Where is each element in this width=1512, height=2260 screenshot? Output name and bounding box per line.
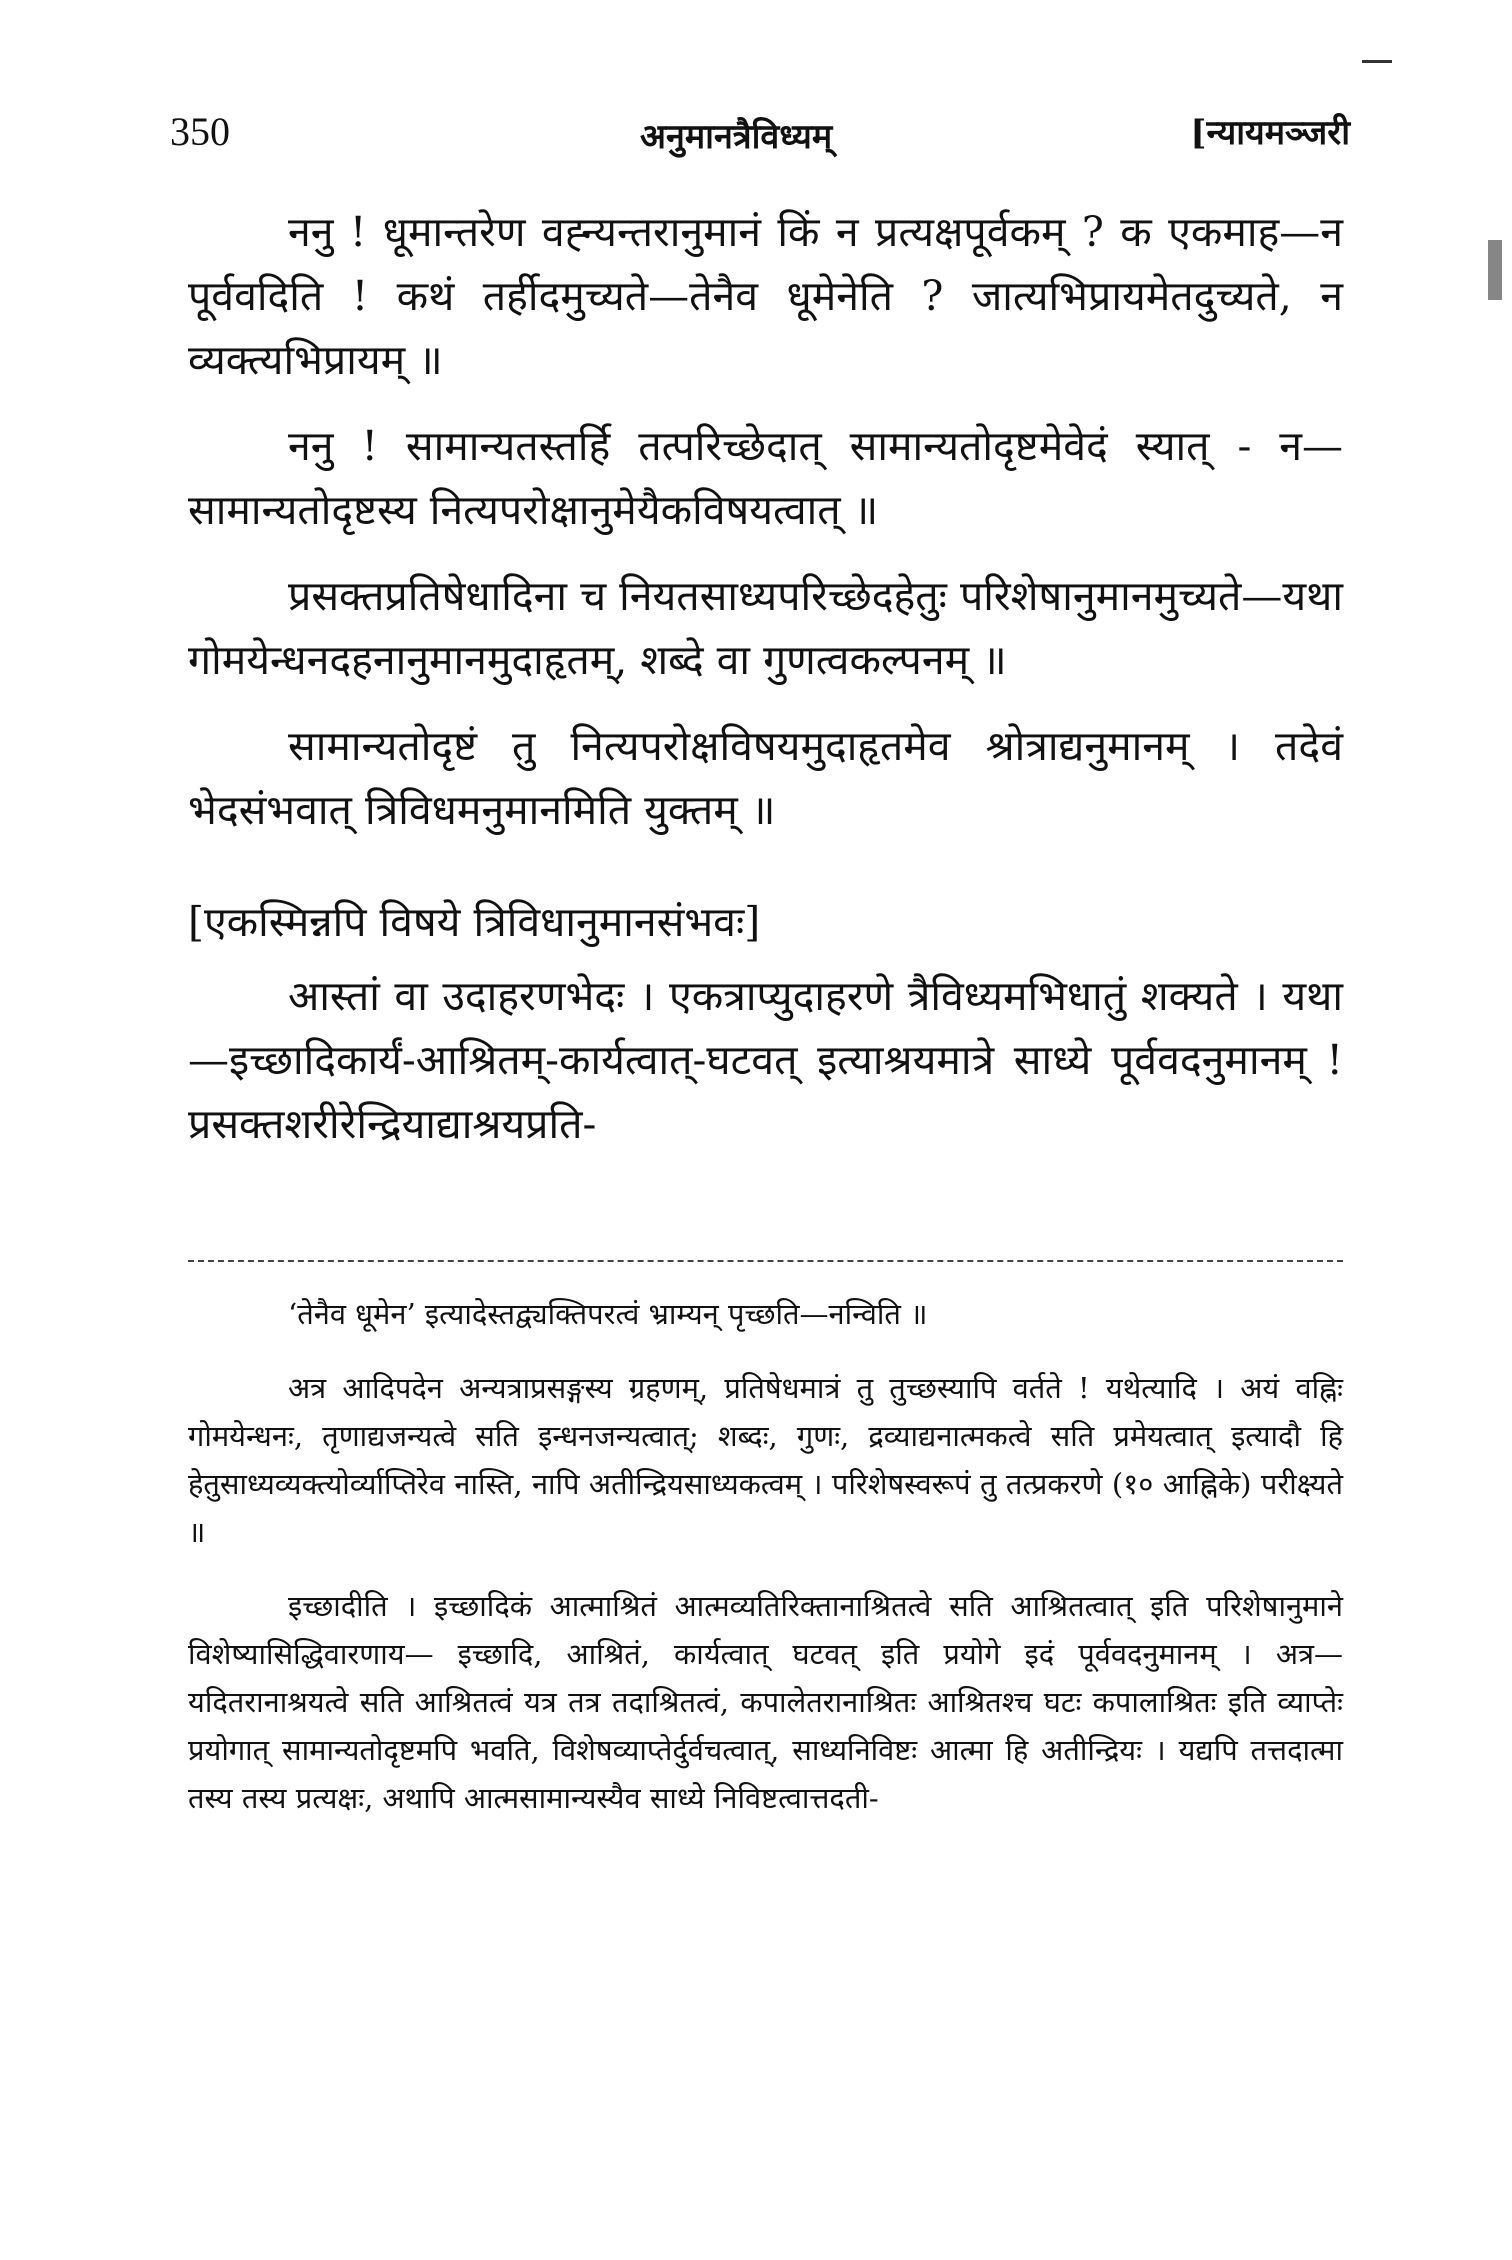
section-title: [न्यायमञ्जरी	[1190, 113, 1350, 153]
main-paragraph-4: सामान्यतोदृष्टं तु नित्यपरोक्षविषयमुदाहृतमेव श्रोत्राद्यनुमानम् । तदेवं भेदसंभवात् त्रिविधमनुमानमिति युक्तम् ॥	[188, 722, 1343, 834]
main-paragraph-2: ननु ! सामान्यतस्तर्हि तत्परिच्छेदात् सामान्यतोदृष्टमेवेदं स्यात् - न—सामान्यतोदृष्टस्य नित्यपरोक्षानुमेयैकविषयत्वात् ॥	[188, 422, 1343, 534]
section-heading: [एकस्मिन्नपि विषये त्रिविधानुमानसंभवः]	[188, 898, 761, 946]
scan-artifact	[1488, 240, 1502, 300]
main-paragraph-1: ननु ! धूमान्तरेण वह्न्यन्तरानुमानं किं न प्रत्यक्षपूर्वकम् ? क एकमाह—न पूर्ववदिति ! कथं तर्हीदमुच्यते—तेनैव धूमेनेति ? जात्यभिप्रायमेतदुच्यते, न व्यक्त्यभिप्रायम् ॥	[188, 208, 1343, 384]
main-text	[188, 200, 1343, 1178]
note-paragraph-1: ‘तेनैव धूमेन’ इत्यादेस्तद्व्यक्तिपरत्वं भ्राम्यन् पृच्छति—नन्विति ॥	[288, 1297, 928, 1331]
scan-artifact	[1362, 60, 1392, 63]
main-paragraph-5: आस्तां वा उदाहरणभेदः । एकत्राप्युदाहरणे त्रैविध्यमभिधातुं शक्यते । यथा—इच्छादिकार्यं-आश्रितम्-कार्यत्वात्-घटवत् इत्याश्रयमात्रे साध्ये पूर्ववदनुमानम् ! प्रसक्तशरीरेन्द्रियाद्याश्रयप्रति-	[188, 972, 1343, 1148]
footnote-divider	[188, 1260, 1343, 1262]
commentary-notes	[188, 1290, 1343, 1848]
page-header	[170, 108, 1350, 168]
page-number: 350	[170, 109, 230, 154]
running-title: अनुमानत्रैविध्यम्	[640, 117, 833, 157]
note-paragraph-3: इच्छादीति । इच्छादिकं आत्माश्रितं आत्मव्यतिरिक्तानाश्रितत्वे सति आश्रितत्वात् इति परिशेषानुमाने विशेष्यासिद्धिवारणाय— इच्छादि, आश्रितं, कार्यत्वात् घटवत् इति प्रयोगे इदं पूर्ववदनुमानम् । अत्र—यदितरानाश्रयत्वे सति आश्रितत्वं यत्र तत्र तदाश्रितत्वं, कपालेतरानाश्रितः आश्रितश्च घटः कपालाश्रितः इति व्याप्तेः प्रयोगात् सामान्यतोदृष्टमपि भवति, विशेषव्याप्तेर्दुर्वचत्वात्, साध्यनिविष्टः आत्मा हि अतीन्द्रियः । यद्यपि तत्तदात्मा तस्य तस्य प्रत्यक्षः, अथापि आत्मसामान्यस्यैव साध्ये निविष्टत्वात्तदती-	[188, 1589, 1343, 1815]
main-paragraph-3: प्रसक्तप्रतिषेधादिना च नियतसाध्यपरिच्छेदहेतुः परिशेषानुमानमुच्यते—यथा गोमयेन्धनदहनानुमानमुदाहृतम्, शब्दे वा गुणत्वकल्पनम् ॥	[188, 572, 1343, 684]
note-paragraph-2: अत्र आदिपदेन अन्यत्राप्रसङ्गस्य ग्रहणम्, प्रतिषेधमात्रं तु तुच्छस्यापि वर्तते ! यथेत्यादि । अयं वह्निः गोमयेन्धनः, तृणाद्यजन्यत्वे सति इन्धनजन्यत्वात्; शब्दः, गुणः, द्रव्याद्यनात्मकत्वे सति प्रमेयत्वात् इत्यादौ हि हेतुसाध्यव्यक्त्योर्व्याप्तिरेव नास्ति, नापि अतीन्द्रियसाध्यकत्वम् । परिशेषस्वरूपं तु तत्प्रकरणे (१० आह्निके) परीक्ष्यते ॥	[188, 1371, 1343, 1549]
